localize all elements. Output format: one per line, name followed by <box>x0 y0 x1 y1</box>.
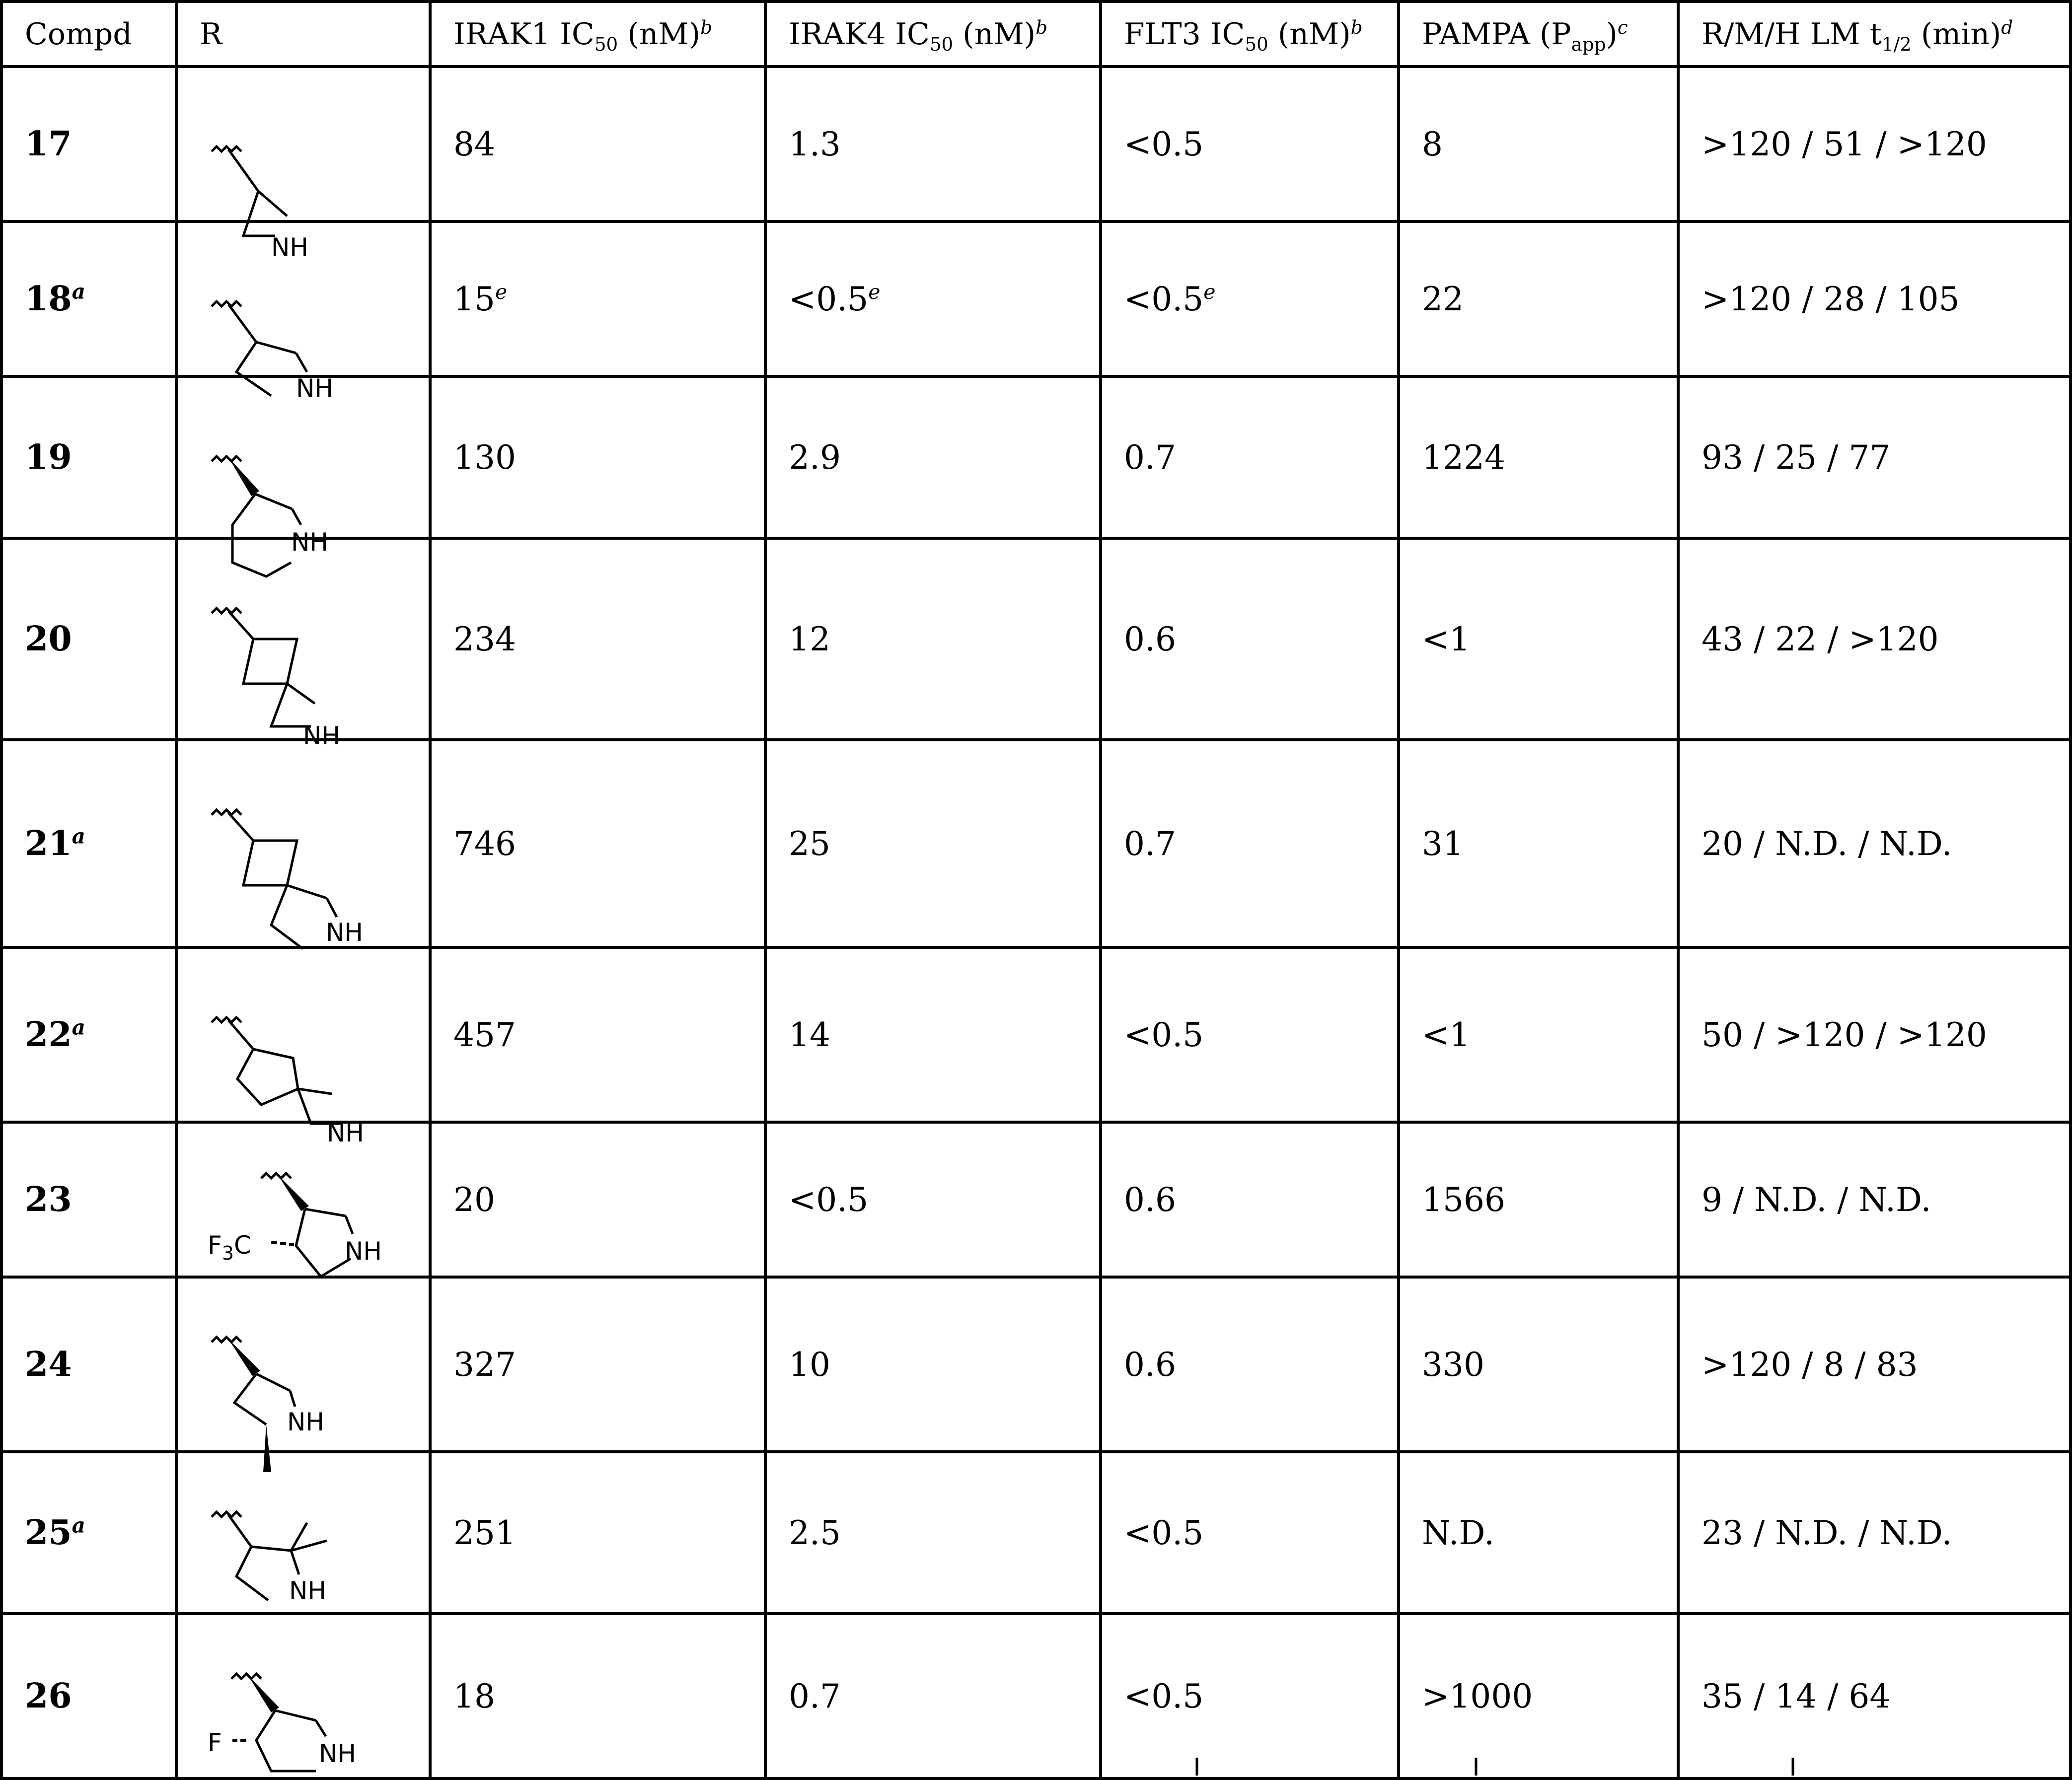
compd-cell: 19 <box>1 376 176 538</box>
flt3-cell: 0.7 <box>1101 740 1399 947</box>
r-group-structure <box>178 949 432 1147</box>
r-group-cell <box>176 67 430 262</box>
col-header-irak1: IRAK1 $IC_{50}$ (nM)$^b$ <box>430 1 765 67</box>
irak4-cell: 1.3 <box>765 67 1101 221</box>
nh-label: NH <box>271 233 308 262</box>
flt3-cell: <0.5 <box>1101 1614 1399 1779</box>
col-header-r: R <box>176 1 430 67</box>
r-group-cell <box>176 1122 430 1277</box>
table-row <box>1 67 2071 221</box>
irak1-cell: 251 <box>430 1452 765 1614</box>
nh-label: NH <box>291 528 328 557</box>
irak1-cell: 15e <box>430 221 765 376</box>
r-group-cell <box>176 947 430 1147</box>
col-header-compd: Compd <box>1 1 176 67</box>
pampa-cell: 22 <box>1399 221 1678 376</box>
table-row <box>1 1122 2071 1277</box>
lm-cell: 9 / N.D. / N.D. <box>1678 1122 2071 1277</box>
pampa-cell: 8 <box>1399 67 1678 221</box>
nh-label: NH <box>345 1237 382 1266</box>
lm-cell: 50 / >120 / >120 <box>1678 947 2071 1122</box>
r-group-cell <box>176 740 430 947</box>
irak1-cell: 327 <box>430 1277 765 1452</box>
irak1-cell: 746 <box>430 740 765 947</box>
r-group-structure <box>178 540 432 750</box>
flt3-cell: <0.5 <box>1101 1452 1399 1614</box>
r-group-structure <box>178 1453 432 1612</box>
compd-cell: 20 <box>1 538 176 740</box>
pampa-cell: 1566 <box>1399 1122 1678 1277</box>
col-header-lm: R/M/H LM $t_{1/2}$ $(\min)^d$ <box>1678 1 2071 67</box>
compd-cell: 18$^a$ <box>1 221 176 376</box>
flt3-cell: 0.7 <box>1101 376 1399 538</box>
irak1-cell: 84 <box>430 67 765 221</box>
irak1-cell: 234 <box>430 538 765 740</box>
table-row <box>1 1452 2071 1614</box>
irak4-cell: <0.5$^e$ <box>765 221 1101 376</box>
compd-cell: 21$^a$ <box>1 740 176 947</box>
pampa-cell: 330 <box>1399 1277 1678 1452</box>
nh-label: NH <box>319 1739 356 1768</box>
r-group-structure <box>178 68 432 262</box>
irak1-cell: 20 <box>430 1122 765 1277</box>
lm-cell: 35 / 14 / 64 <box>1678 1614 2071 1779</box>
r-group-cell <box>176 1614 430 1779</box>
nh-label: NH <box>296 374 333 403</box>
r-group-cell <box>176 538 430 750</box>
nh-label: NH <box>327 1119 364 1147</box>
flt3-cell: 0.6 <box>1101 1277 1399 1452</box>
header-row <box>1 1 2071 67</box>
irak4-cell: 10 <box>765 1277 1101 1452</box>
substituent-label: F <box>208 1728 222 1757</box>
compd-cell: 26 <box>1 1614 176 1779</box>
lm-cell: 20 / N.D. / N.D. <box>1678 740 2071 947</box>
r-group-cell <box>176 1452 430 1614</box>
nh-label: NH <box>326 918 363 947</box>
r-group-structure <box>178 1279 432 1450</box>
r-group-structure <box>178 1124 432 1276</box>
irak1-cell: 130 <box>430 376 765 538</box>
col-header-irak4: IRAK4 $IC_{50}$ (nM)$^b$ <box>765 1 1101 67</box>
r-group-structure <box>178 741 432 946</box>
pampa-cell: N.D. <box>1399 1452 1678 1614</box>
table-row <box>1 1277 2071 1452</box>
irak4-cell: <0.5 <box>765 1122 1101 1277</box>
r-group-cell <box>176 1277 430 1452</box>
table-row <box>1 538 2071 740</box>
flt3-cell: <0.5 <box>1101 67 1399 221</box>
pampa-cell: >1000 <box>1399 1614 1678 1779</box>
flt3-cell: 0.6 <box>1101 1122 1399 1277</box>
lm-cell: 93 / 25 / 77 <box>1678 376 2071 538</box>
compd-cell: 23 <box>1 1122 176 1277</box>
table-row <box>1 947 2071 1122</box>
compd-cell: 17 <box>1 67 176 221</box>
irak4-cell: 2.5 <box>765 1452 1101 1614</box>
nh-label: NH <box>289 1576 326 1605</box>
col-header-flt3: FLT3 $IC_{50}$ (nM)$^b$ <box>1101 1 1399 67</box>
irak4-cell: 12 <box>765 538 1101 740</box>
pampa-cell: 1224 <box>1399 376 1678 538</box>
compd-cell: 24 <box>1 1277 176 1452</box>
lm-cell: 23 / N.D. / N.D. <box>1678 1452 2071 1614</box>
flt3-cell: 0.6 <box>1101 538 1399 740</box>
footer-tick-marks <box>0 1758 2069 1776</box>
pampa-cell: 31 <box>1399 740 1678 947</box>
compd-cell: 25$^a$ <box>1 1452 176 1614</box>
lm-cell: >120 / 51 / >120 <box>1678 67 2071 221</box>
irak1-cell: 457 <box>430 947 765 1122</box>
nh-label: NH <box>303 721 340 750</box>
col-header-pampa: PAMPA $(P_{app})^c$ <box>1399 1 1678 67</box>
lm-cell: 43 / 22 / >120 <box>1678 538 2071 740</box>
nh-label: NH <box>287 1408 324 1436</box>
pampa-cell: <1 <box>1399 947 1678 1122</box>
pampa-cell: <1 <box>1399 538 1678 740</box>
lm-cell: >120 / 28 / 105 <box>1678 221 2071 376</box>
irak4-cell: 14 <box>765 947 1101 1122</box>
flt3-cell: <0.5 <box>1101 947 1399 1122</box>
table-row <box>1 1614 2071 1779</box>
compd-cell: 22$^a$ <box>1 947 176 1122</box>
irak1-cell: 18 <box>430 1614 765 1779</box>
table-row <box>1 221 2071 376</box>
irak4-cell: 2.9 <box>765 376 1101 538</box>
lm-cell: >120 / 8 / 83 <box>1678 1277 2071 1452</box>
r-group-structure <box>178 1615 432 1777</box>
flt3-cell: <0.5$^e$ <box>1101 221 1399 376</box>
irak4-cell: 0.7 <box>765 1614 1101 1779</box>
irak4-cell: 25 <box>765 740 1101 947</box>
table-row <box>1 740 2071 947</box>
substituent-label: $F_3C$ <box>208 1231 251 1264</box>
